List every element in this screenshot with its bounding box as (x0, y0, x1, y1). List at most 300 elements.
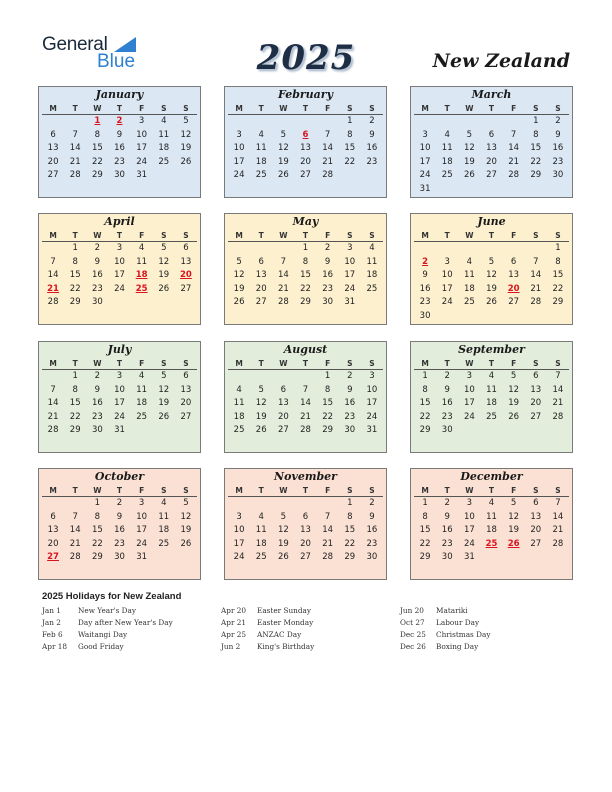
day-cell: 10 (233, 525, 245, 536)
day-cell: 6 (50, 129, 56, 140)
holiday-item (221, 629, 314, 641)
day-cell: 15 (344, 525, 356, 536)
day-cell: 8 (422, 384, 428, 395)
weekday-label: W (93, 104, 102, 113)
holiday-date: Apr 25 (221, 630, 247, 639)
day-cell: 28 (300, 425, 311, 436)
day-cell: 6 (258, 256, 264, 267)
day-cell: 5 (280, 511, 287, 522)
day-cell: 20 (277, 411, 289, 422)
weekday-label: S (347, 231, 353, 240)
day-cell: 19 (180, 143, 192, 154)
day-cell: 17 (136, 525, 148, 536)
day-cell: 2 (347, 371, 353, 381)
day-cell: 7 (302, 384, 309, 395)
day-cell: 27 (530, 411, 542, 422)
empty-day-cell (436, 242, 458, 256)
day-cell: 28 (69, 170, 81, 181)
weekday-label: S (369, 231, 375, 240)
weekday-label: T (258, 486, 264, 495)
empty-day-cell (480, 242, 502, 256)
empty-day-cell (42, 370, 64, 384)
holiday-column (42, 605, 173, 653)
day-cell: 18 (158, 143, 170, 154)
month-title: January (95, 88, 144, 101)
weekday-header (42, 102, 197, 115)
empty-day-cell (250, 370, 272, 384)
day-cell: 16 (114, 525, 125, 536)
day-cell: 25 (255, 170, 267, 181)
holiday-item (400, 629, 490, 641)
empty-day-cell (64, 497, 86, 511)
day-cell: 25 (233, 425, 245, 436)
day-cell: 17 (233, 156, 245, 167)
empty-day-cell (228, 242, 250, 256)
holiday-item (400, 605, 490, 617)
day-cell: 15 (419, 525, 431, 536)
month-november (224, 468, 387, 580)
day-cell: 12 (255, 398, 267, 409)
weekday-label: M (421, 486, 429, 495)
day-cell: 21 (530, 283, 542, 294)
day-cell: 4 (444, 129, 450, 140)
weekday-header (228, 484, 383, 497)
empty-day-cell (525, 242, 547, 256)
day-cell: 21 (508, 156, 520, 167)
holiday-date: Oct 27 (400, 618, 425, 627)
holiday-date: Feb 6 (42, 630, 63, 639)
day-cell: 1 (72, 243, 78, 253)
day-cell: 4 (138, 243, 145, 253)
weekday-label: F (511, 231, 517, 240)
day-cell: 5 (161, 371, 167, 381)
day-cell: 31 (463, 552, 475, 563)
day-cell: 21 (300, 411, 311, 422)
day-cell: 23 (344, 411, 356, 422)
weekday-label: T (302, 359, 309, 368)
holiday-name: Waitangi Day (78, 630, 128, 639)
day-grid (414, 115, 569, 197)
weekday-label: T (116, 104, 123, 113)
day-cell: 23 (552, 156, 564, 167)
month-title: February (277, 88, 333, 101)
weekday-label: S (369, 359, 375, 368)
month-march (410, 86, 573, 198)
holiday-day-cell: 18 (135, 270, 148, 281)
weekday-label: W (279, 486, 288, 495)
holiday-day-cell: 26 (507, 538, 520, 549)
month-february (224, 86, 387, 198)
day-cell: 24 (136, 156, 148, 167)
weekday-header (42, 229, 197, 242)
weekday-label: M (235, 231, 243, 240)
day-cell: 28 (508, 170, 520, 181)
day-cell: 5 (236, 256, 242, 267)
holiday-date: Jun 20 (400, 606, 424, 615)
holiday-date: Dec 26 (400, 642, 426, 651)
day-cell: 26 (255, 425, 267, 436)
day-cell: 14 (277, 270, 289, 281)
day-cell: 25 (441, 170, 453, 181)
day-cell: 29 (530, 170, 542, 181)
day-cell: 5 (280, 129, 287, 140)
month-january (38, 86, 201, 198)
day-grid (42, 242, 197, 310)
day-cell: 30 (552, 170, 564, 181)
day-cell: 31 (344, 297, 356, 308)
day-cell: 16 (366, 525, 378, 536)
weekday-label: W (93, 486, 102, 495)
day-cell: 6 (533, 498, 539, 508)
empty-day-cell (42, 242, 64, 256)
day-cell: 26 (180, 538, 192, 549)
day-cell: 28 (47, 297, 59, 308)
holiday-name: Easter Monday (257, 618, 314, 627)
day-cell: 25 (158, 156, 170, 167)
weekday-label: T (72, 486, 78, 495)
empty-day-cell (458, 242, 480, 256)
day-cell: 19 (158, 398, 170, 409)
day-cell: 6 (533, 371, 539, 381)
day-grid (228, 115, 383, 183)
holiday-item (42, 617, 173, 629)
day-cell: 10 (136, 129, 148, 140)
day-cell: 17 (344, 270, 356, 281)
day-cell: 4 (161, 498, 167, 508)
day-cell: 14 (508, 143, 520, 154)
country-name: New Zealand (432, 50, 570, 72)
day-cell: 23 (441, 538, 453, 549)
day-cell: 25 (136, 411, 148, 422)
weekday-header (414, 357, 569, 370)
day-cell: 12 (158, 384, 170, 395)
weekday-label: S (533, 104, 539, 113)
day-grid (228, 370, 383, 438)
empty-day-cell (436, 115, 458, 129)
day-cell: 27 (255, 297, 267, 308)
day-cell: 22 (344, 156, 356, 167)
day-cell: 24 (233, 552, 245, 563)
day-cell: 3 (466, 371, 473, 381)
empty-day-cell (228, 115, 250, 129)
day-cell: 24 (441, 297, 453, 308)
day-cell: 5 (510, 371, 517, 381)
day-cell: 11 (158, 511, 170, 522)
day-grid (42, 115, 197, 183)
day-cell: 15 (69, 270, 81, 281)
day-cell: 27 (508, 297, 520, 308)
day-cell: 8 (422, 511, 428, 522)
day-cell: 9 (369, 511, 375, 522)
holiday-date: Apr 20 (221, 606, 247, 615)
day-cell: 3 (422, 129, 428, 140)
weekday-label: F (139, 104, 145, 113)
day-cell: 11 (486, 511, 497, 522)
day-cell: 8 (72, 256, 78, 267)
day-cell: 7 (50, 256, 56, 267)
day-cell: 29 (69, 425, 81, 436)
empty-day-cell (294, 370, 316, 384)
weekday-label: M (49, 104, 57, 113)
empty-day-cell (64, 115, 86, 129)
day-cell: 26 (277, 552, 289, 563)
day-cell: 24 (136, 538, 148, 549)
weekday-label: S (533, 486, 539, 495)
month-may (224, 213, 387, 325)
day-cell: 21 (277, 283, 289, 294)
day-cell: 19 (233, 283, 245, 294)
holiday-day-cell: 27 (47, 552, 59, 563)
day-cell: 3 (116, 243, 123, 253)
day-cell: 15 (552, 270, 564, 281)
day-cell: 14 (552, 511, 564, 522)
day-cell: 4 (488, 371, 495, 381)
day-cell: 22 (300, 283, 311, 294)
day-cell: 16 (441, 525, 453, 536)
empty-day-cell (458, 115, 480, 129)
day-cell: 15 (300, 270, 311, 281)
weekday-label: S (555, 359, 561, 368)
weekday-label: T (488, 104, 495, 113)
weekday-label: T (444, 104, 450, 113)
day-cell: 15 (91, 143, 103, 154)
day-cell: 9 (116, 129, 123, 140)
weekday-label: F (139, 486, 145, 495)
day-cell: 2 (324, 243, 331, 253)
weekday-header (414, 229, 569, 242)
day-cell: 26 (158, 283, 170, 294)
day-cell: 10 (344, 256, 356, 267)
empty-day-cell (42, 115, 64, 129)
day-cell: 20 (486, 156, 497, 167)
day-cell: 8 (302, 256, 309, 267)
day-cell: 4 (466, 256, 473, 267)
day-cell: 15 (91, 525, 103, 536)
day-cell: 30 (441, 552, 453, 563)
day-cell: 20 (180, 398, 192, 409)
day-cell: 8 (555, 256, 561, 267)
day-cell: 16 (344, 398, 356, 409)
holiday-day-cell: 25 (485, 538, 498, 549)
weekday-label: M (49, 359, 57, 368)
holiday-day-cell: 21 (47, 283, 59, 294)
day-cell: 9 (555, 129, 561, 140)
day-cell: 10 (136, 511, 148, 522)
day-cell: 7 (533, 256, 539, 267)
month-october (38, 468, 201, 580)
day-cell: 27 (530, 538, 542, 549)
day-cell: 28 (47, 425, 59, 436)
day-cell: 20 (530, 398, 542, 409)
day-cell: 11 (255, 143, 267, 154)
day-cell: 30 (114, 552, 125, 563)
day-cell: 24 (114, 283, 125, 294)
day-cell: 9 (324, 256, 331, 267)
weekday-label: M (49, 486, 57, 495)
day-cell: 14 (47, 398, 59, 409)
weekday-label: W (279, 231, 288, 240)
day-cell: 14 (69, 525, 81, 536)
day-cell: 7 (324, 511, 331, 522)
holiday-name: Boxing Day (436, 642, 479, 651)
holiday-name: Christmas Day (436, 630, 491, 639)
day-cell: 5 (183, 498, 189, 508)
day-cell: 30 (419, 310, 431, 321)
day-cell: 2 (116, 498, 123, 508)
day-cell: 11 (255, 525, 267, 536)
empty-day-cell (414, 242, 436, 256)
day-cell: 7 (555, 371, 561, 381)
month-september (410, 341, 573, 453)
weekday-header (228, 102, 383, 115)
day-cell: 24 (419, 170, 431, 181)
month-title: October (94, 470, 145, 483)
day-cell: 17 (441, 283, 453, 294)
day-cell: 15 (344, 143, 356, 154)
weekday-label: S (533, 231, 539, 240)
calendar-year: 2025 (256, 38, 356, 78)
weekday-label: T (258, 104, 264, 113)
empty-day-cell (272, 370, 294, 384)
day-cell: 28 (552, 538, 564, 549)
day-cell: 1 (302, 243, 309, 253)
day-cell: 19 (463, 156, 475, 167)
weekday-label: S (161, 231, 167, 240)
day-cell: 20 (530, 525, 542, 536)
holiday-column (400, 605, 490, 653)
day-cell: 26 (508, 411, 520, 422)
day-cell: 5 (161, 243, 167, 253)
day-cell: 6 (280, 384, 287, 395)
day-cell: 25 (486, 411, 497, 422)
day-cell: 30 (344, 425, 356, 436)
day-cell: 17 (463, 525, 475, 536)
day-cell: 30 (91, 425, 103, 436)
day-cell: 30 (114, 170, 125, 181)
day-cell: 27 (180, 283, 192, 294)
day-cell: 23 (441, 411, 453, 422)
day-cell: 15 (419, 398, 431, 409)
weekday-label: T (444, 231, 450, 240)
holiday-item (221, 605, 314, 617)
day-cell: 11 (158, 129, 170, 140)
weekday-label: T (116, 486, 123, 495)
day-cell: 28 (69, 552, 81, 563)
weekday-label: W (279, 104, 288, 113)
weekday-label: M (421, 359, 429, 368)
holiday-day-cell: 20 (507, 283, 520, 294)
weekday-label: F (325, 231, 331, 240)
holiday-date: Jan 1 (42, 606, 61, 615)
empty-day-cell (414, 115, 436, 129)
day-cell: 9 (94, 384, 101, 395)
day-cell: 29 (69, 297, 81, 308)
day-cell: 18 (255, 538, 267, 549)
day-cell: 6 (50, 511, 56, 522)
day-cell: 27 (486, 170, 497, 181)
empty-day-cell (317, 497, 339, 511)
weekday-label: S (161, 486, 167, 495)
day-cell: 25 (255, 552, 267, 563)
day-cell: 3 (138, 116, 145, 126)
day-cell: 8 (94, 129, 101, 140)
weekday-header (228, 357, 383, 370)
month-august (224, 341, 387, 453)
empty-day-cell (317, 115, 339, 129)
day-cell: 26 (277, 170, 289, 181)
holiday-date: Jan 2 (42, 618, 61, 627)
day-cell: 24 (366, 411, 378, 422)
weekday-label: T (258, 359, 264, 368)
weekday-label: T (258, 231, 264, 240)
day-cell: 12 (486, 270, 497, 281)
weekday-label: T (302, 231, 309, 240)
day-cell: 22 (91, 538, 103, 549)
day-cell: 30 (366, 552, 378, 563)
day-cell: 4 (258, 511, 264, 522)
day-cell: 4 (258, 129, 264, 140)
day-cell: 15 (322, 398, 334, 409)
day-grid (228, 242, 383, 310)
weekday-label: M (49, 231, 57, 240)
day-cell: 20 (255, 283, 267, 294)
weekday-label: W (465, 486, 474, 495)
day-cell: 31 (136, 552, 148, 563)
empty-day-cell (250, 242, 272, 256)
empty-day-cell (250, 115, 272, 129)
day-cell: 31 (114, 425, 125, 436)
day-cell: 11 (233, 398, 245, 409)
holiday-item (221, 617, 314, 629)
holiday-item (400, 641, 490, 653)
weekday-label: T (72, 359, 78, 368)
logo-text-blue: Blue (97, 51, 136, 72)
day-cell: 30 (441, 425, 453, 436)
day-cell: 23 (91, 411, 103, 422)
weekday-label: S (369, 486, 375, 495)
logo-text-general: General (42, 34, 108, 55)
day-cell: 1 (555, 243, 561, 253)
day-cell: 5 (510, 498, 517, 508)
day-cell: 22 (69, 283, 81, 294)
day-cell: 8 (533, 129, 539, 140)
weekday-label: S (347, 486, 353, 495)
empty-day-cell (272, 242, 294, 256)
month-title: December (460, 470, 523, 483)
day-cell: 21 (47, 411, 59, 422)
day-cell: 9 (369, 129, 375, 140)
day-cell: 1 (94, 498, 101, 508)
day-cell: 17 (463, 398, 475, 409)
holiday-name: King's Birthday (257, 642, 315, 651)
day-cell: 27 (277, 425, 289, 436)
day-grid (414, 370, 569, 438)
day-cell: 30 (91, 297, 103, 308)
day-cell: 16 (441, 398, 453, 409)
day-cell: 27 (180, 411, 192, 422)
day-cell: 7 (50, 384, 56, 395)
day-cell: 12 (233, 270, 245, 281)
weekday-label: S (555, 486, 561, 495)
day-cell: 20 (300, 156, 311, 167)
weekday-label: W (93, 231, 102, 240)
day-cell: 18 (441, 156, 453, 167)
month-title: May (292, 215, 319, 228)
weekday-label: W (465, 231, 474, 240)
day-cell: 19 (180, 525, 192, 536)
holiday-name: ANZAC Day (257, 630, 302, 639)
day-cell: 23 (419, 297, 431, 308)
